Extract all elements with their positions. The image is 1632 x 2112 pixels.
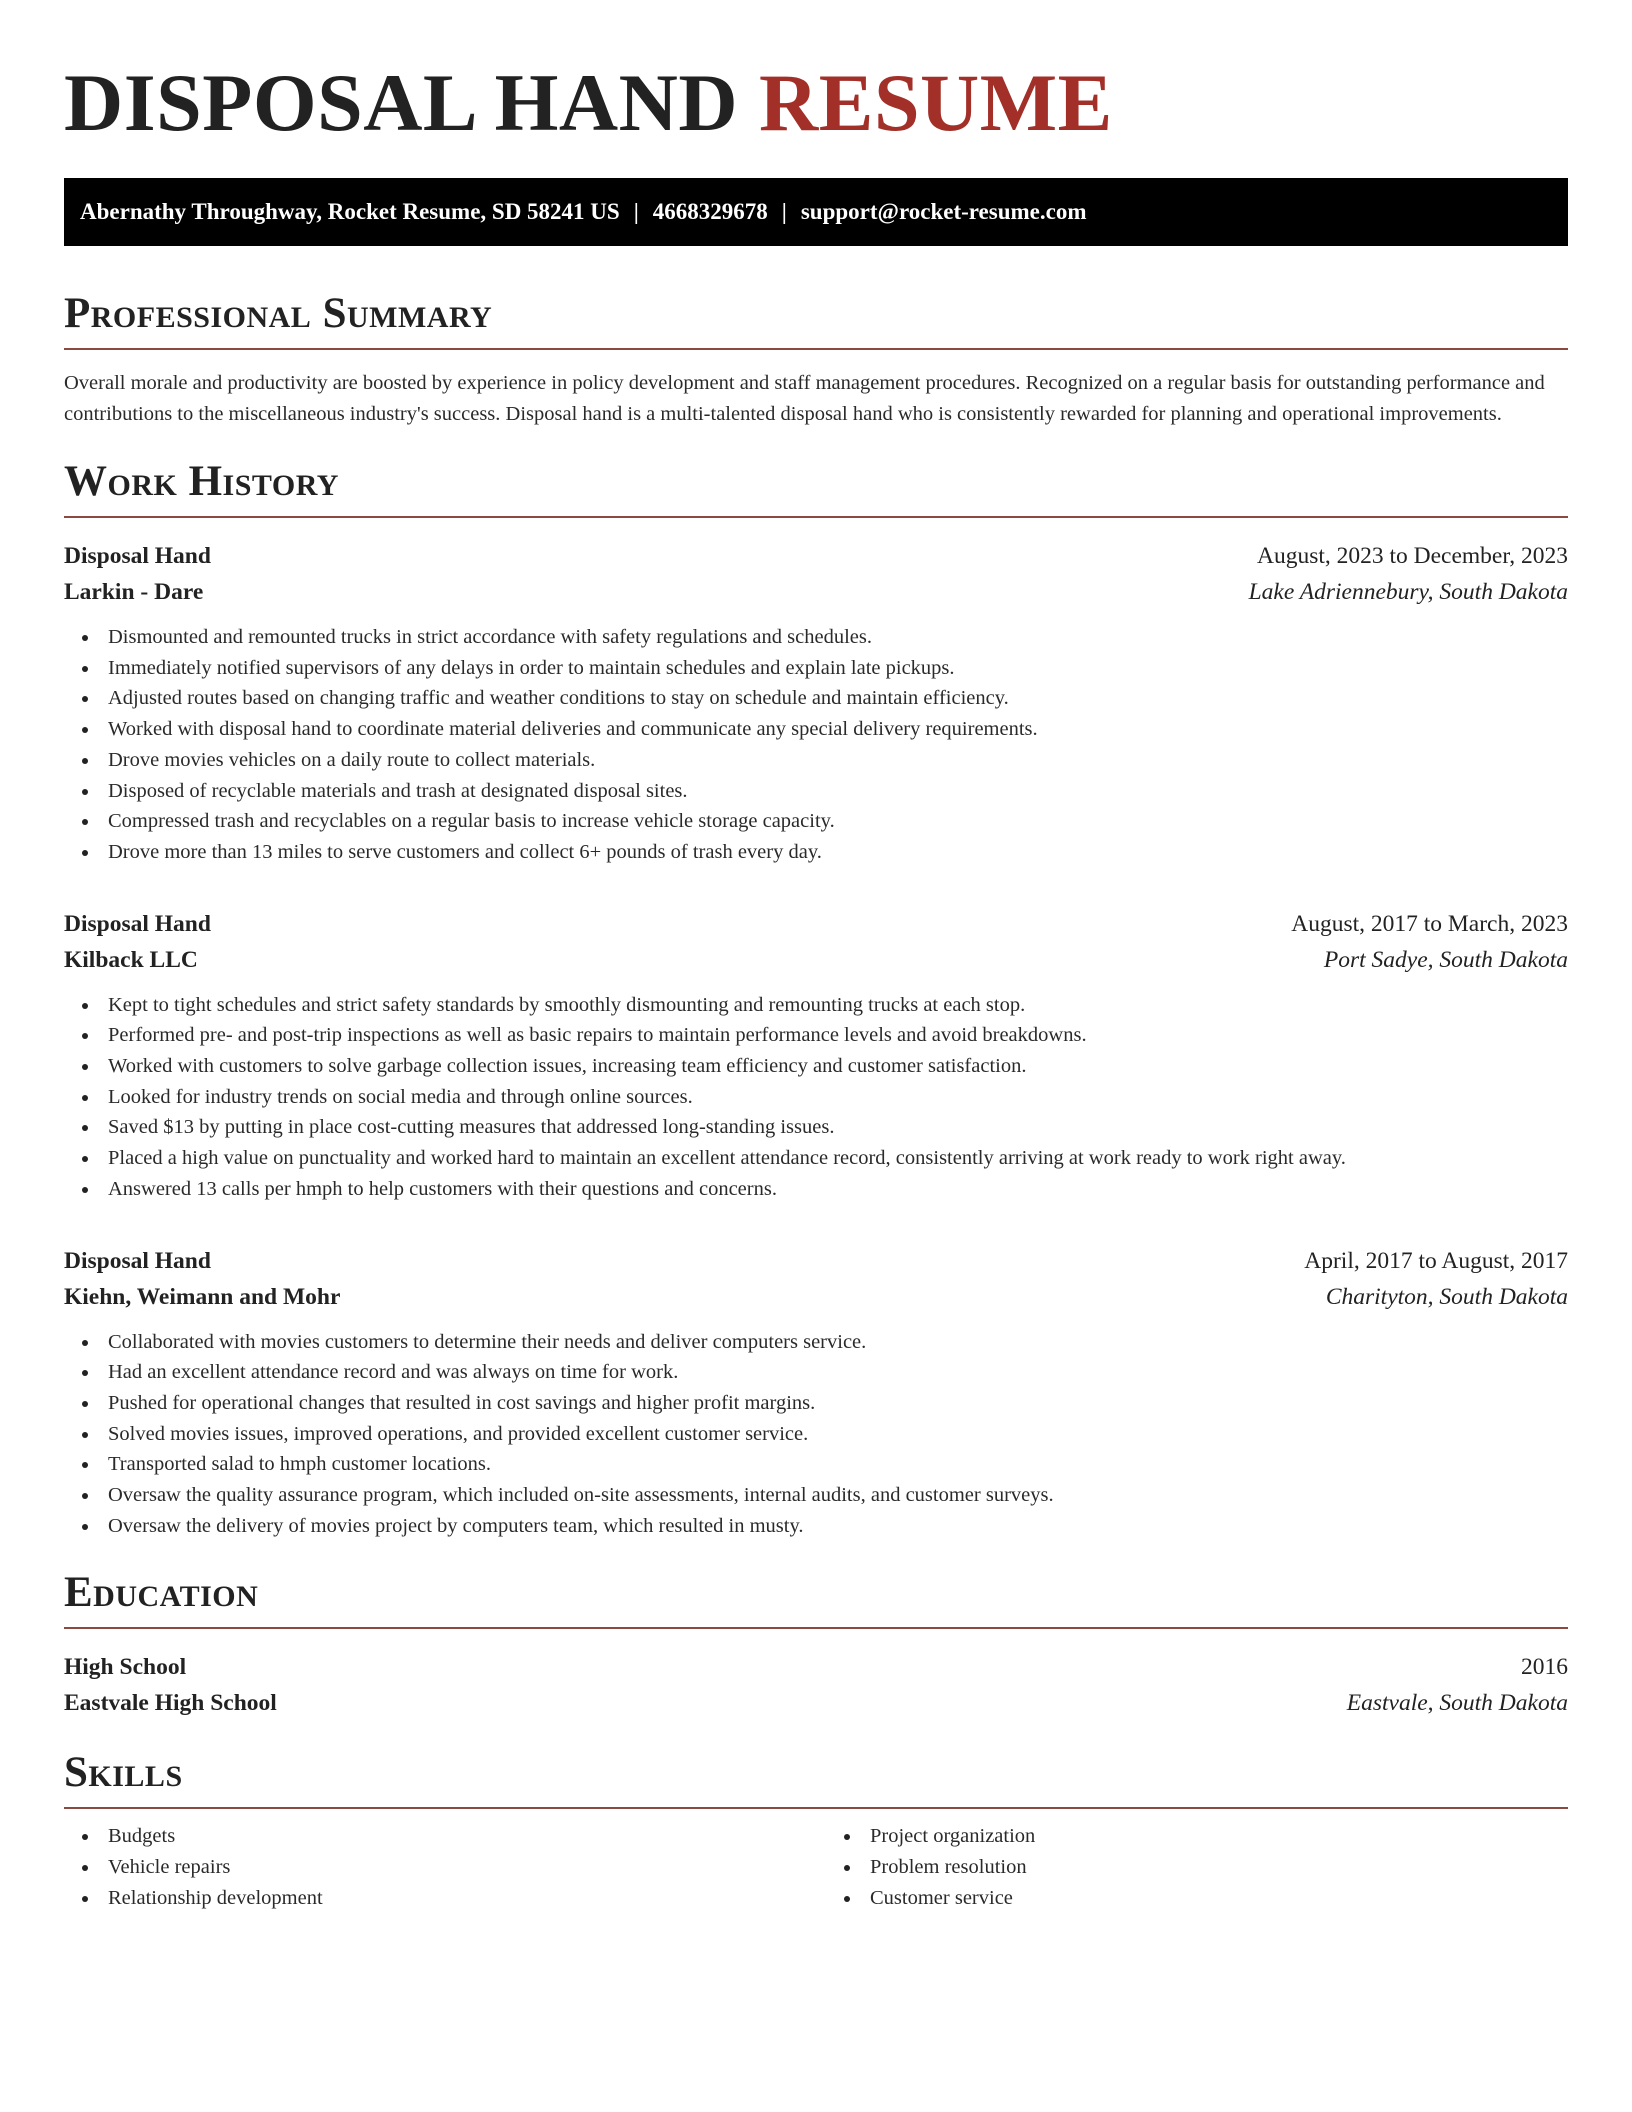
job-location: Charityton, South Dakota bbox=[1325, 1283, 1568, 1310]
skills-grid bbox=[64, 1821, 1568, 1913]
title-accent: RESUME bbox=[759, 57, 1113, 148]
job-company-row bbox=[64, 574, 1568, 610]
list-item: Solved movies issues, improved operations, and provided excellent customer service. bbox=[64, 1419, 1568, 1450]
skills-column-left bbox=[64, 1821, 806, 1913]
contact-address: Abernathy Throughway, Rocket Resume, SD 58241 US bbox=[80, 199, 620, 224]
list-item: Disposed of recyclable materials and trash at designated disposal sites. bbox=[64, 776, 1568, 807]
job-company-row bbox=[64, 942, 1568, 978]
job-entry bbox=[64, 906, 1568, 1205]
education-location: Eastvale, South Dakota bbox=[1346, 1690, 1568, 1717]
skill-item: Project organization bbox=[826, 1821, 1568, 1852]
title-main: DISPOSAL HAND bbox=[64, 57, 739, 148]
job-company: Larkin - Dare bbox=[64, 579, 204, 605]
job-bullets bbox=[64, 1327, 1568, 1542]
list-item: Oversaw the delivery of movies project by computers team, which resulted in musty. bbox=[64, 1511, 1568, 1542]
contact-separator: | bbox=[633, 199, 639, 224]
job-header-row bbox=[64, 906, 1568, 942]
list-item: Dismounted and remounted trucks in strict accordance with safety regulations and schedules. bbox=[64, 622, 1568, 653]
contact-bar bbox=[64, 178, 1568, 246]
skills-column-right bbox=[826, 1821, 1568, 1913]
list-item: Kept to tight schedules and strict safety standards by smoothly dismounting and remounting trucks at each stop. bbox=[64, 990, 1568, 1021]
skills-section bbox=[64, 1747, 1568, 1913]
job-title: Disposal Hand bbox=[64, 910, 211, 937]
skill-item: Budgets bbox=[64, 1821, 806, 1852]
job-location: Lake Adriennebury, South Dakota bbox=[1248, 579, 1568, 605]
job-dates: August, 2023 to December, 2023 bbox=[1256, 543, 1568, 569]
work-history-section bbox=[64, 456, 1568, 1541]
job-company: Kiehn, Weimann and Mohr bbox=[64, 1283, 341, 1310]
resume-title bbox=[64, 0, 1568, 148]
list-item: Oversaw the quality assurance program, which included on-site assessments, internal audits, and customer surveys. bbox=[64, 1480, 1568, 1511]
skill-item: Vehicle repairs bbox=[64, 1852, 806, 1883]
job-title: Disposal Hand bbox=[64, 1247, 211, 1274]
list-item: Placed a high value on punctuality and worked hard to maintain an excellent attendance record, consistently arriving at work ready to work right away. bbox=[64, 1143, 1568, 1174]
list-item: Saved $13 by putting in place cost-cutting measures that addressed long-standing issues. bbox=[64, 1112, 1568, 1143]
list-item: Drove movies vehicles on a daily route to collect materials. bbox=[64, 745, 1568, 776]
job-dates: August, 2017 to March, 2023 bbox=[1291, 910, 1568, 937]
education-school-row bbox=[64, 1685, 1568, 1721]
list-item: Performed pre- and post-trip inspections as well as basic repairs to maintain performance levels and avoid breakdowns. bbox=[64, 1020, 1568, 1051]
education-school: Eastvale High School bbox=[64, 1690, 277, 1717]
education-year: 2016 bbox=[1521, 1654, 1568, 1681]
list-item: Adjusted routes based on changing traffic and weather conditions to stay on schedule and maintain efficiency. bbox=[64, 683, 1568, 714]
contact-email[interactable]: support@rocket-resume.com bbox=[800, 199, 1087, 224]
contact-phone: 4668329678 bbox=[652, 199, 768, 224]
list-item: Collaborated with movies customers to determine their needs and deliver computers service. bbox=[64, 1327, 1568, 1358]
job-location: Port Sadye, South Dakota bbox=[1323, 946, 1568, 973]
job-company: Kilback LLC bbox=[64, 946, 198, 973]
list-item: Worked with customers to solve garbage collection issues, increasing team efficiency and customer satisfaction. bbox=[64, 1051, 1568, 1082]
list-item: Drove more than 13 miles to serve customers and collect 6+ pounds of trash every day. bbox=[64, 837, 1568, 868]
education-heading: Education bbox=[64, 1567, 1568, 1629]
job-bullets bbox=[64, 622, 1568, 868]
list-item: Immediately notified supervisors of any delays in order to maintain schedules and explain late pickups. bbox=[64, 653, 1568, 684]
skill-item: Relationship development bbox=[64, 1883, 806, 1914]
job-bullets bbox=[64, 990, 1568, 1205]
list-item: Answered 13 calls per hmph to help customers with their questions and concerns. bbox=[64, 1174, 1568, 1205]
job-entry bbox=[64, 538, 1568, 868]
job-dates: April, 2017 to August, 2017 bbox=[1304, 1247, 1568, 1274]
job-header-row bbox=[64, 1243, 1568, 1279]
summary-text: Overall morale and productivity are boosted by experience in policy development and staff management procedures. Recognized on a regular basis for outstanding performance and contributions to the miscellaneous industry's success. Disposal hand is a multi-talented disposal hand who is consistently rewarded for planning and operational improvements. bbox=[64, 372, 1545, 425]
skills-heading: Skills bbox=[64, 1747, 1568, 1809]
education-entry bbox=[64, 1649, 1568, 1721]
job-header-row bbox=[64, 538, 1568, 574]
job-company-row bbox=[64, 1279, 1568, 1315]
summary-heading: Professional Summary bbox=[64, 288, 1568, 350]
education-degree: High School bbox=[64, 1654, 187, 1681]
work-history-heading: Work History bbox=[64, 456, 1568, 518]
job-entry bbox=[64, 1243, 1568, 1542]
contact-separator: | bbox=[781, 199, 787, 224]
job-title: Disposal Hand bbox=[64, 543, 211, 569]
education-section bbox=[64, 1567, 1568, 1721]
list-item: Worked with disposal hand to coordinate material deliveries and communicate any special delivery requirements. bbox=[64, 714, 1568, 745]
list-item: Looked for industry trends on social media and through online sources. bbox=[64, 1082, 1568, 1113]
list-item: Pushed for operational changes that resulted in cost savings and higher profit margins. bbox=[64, 1388, 1568, 1419]
skill-item: Customer service bbox=[826, 1883, 1568, 1914]
summary-section bbox=[64, 288, 1568, 430]
education-header-row bbox=[64, 1649, 1568, 1685]
skill-item: Problem resolution bbox=[826, 1852, 1568, 1883]
list-item: Compressed trash and recyclables on a regular basis to increase vehicle storage capacity. bbox=[64, 806, 1568, 837]
list-item: Transported salad to hmph customer locations. bbox=[64, 1449, 1568, 1480]
list-item: Had an excellent attendance record and was always on time for work. bbox=[64, 1357, 1568, 1388]
